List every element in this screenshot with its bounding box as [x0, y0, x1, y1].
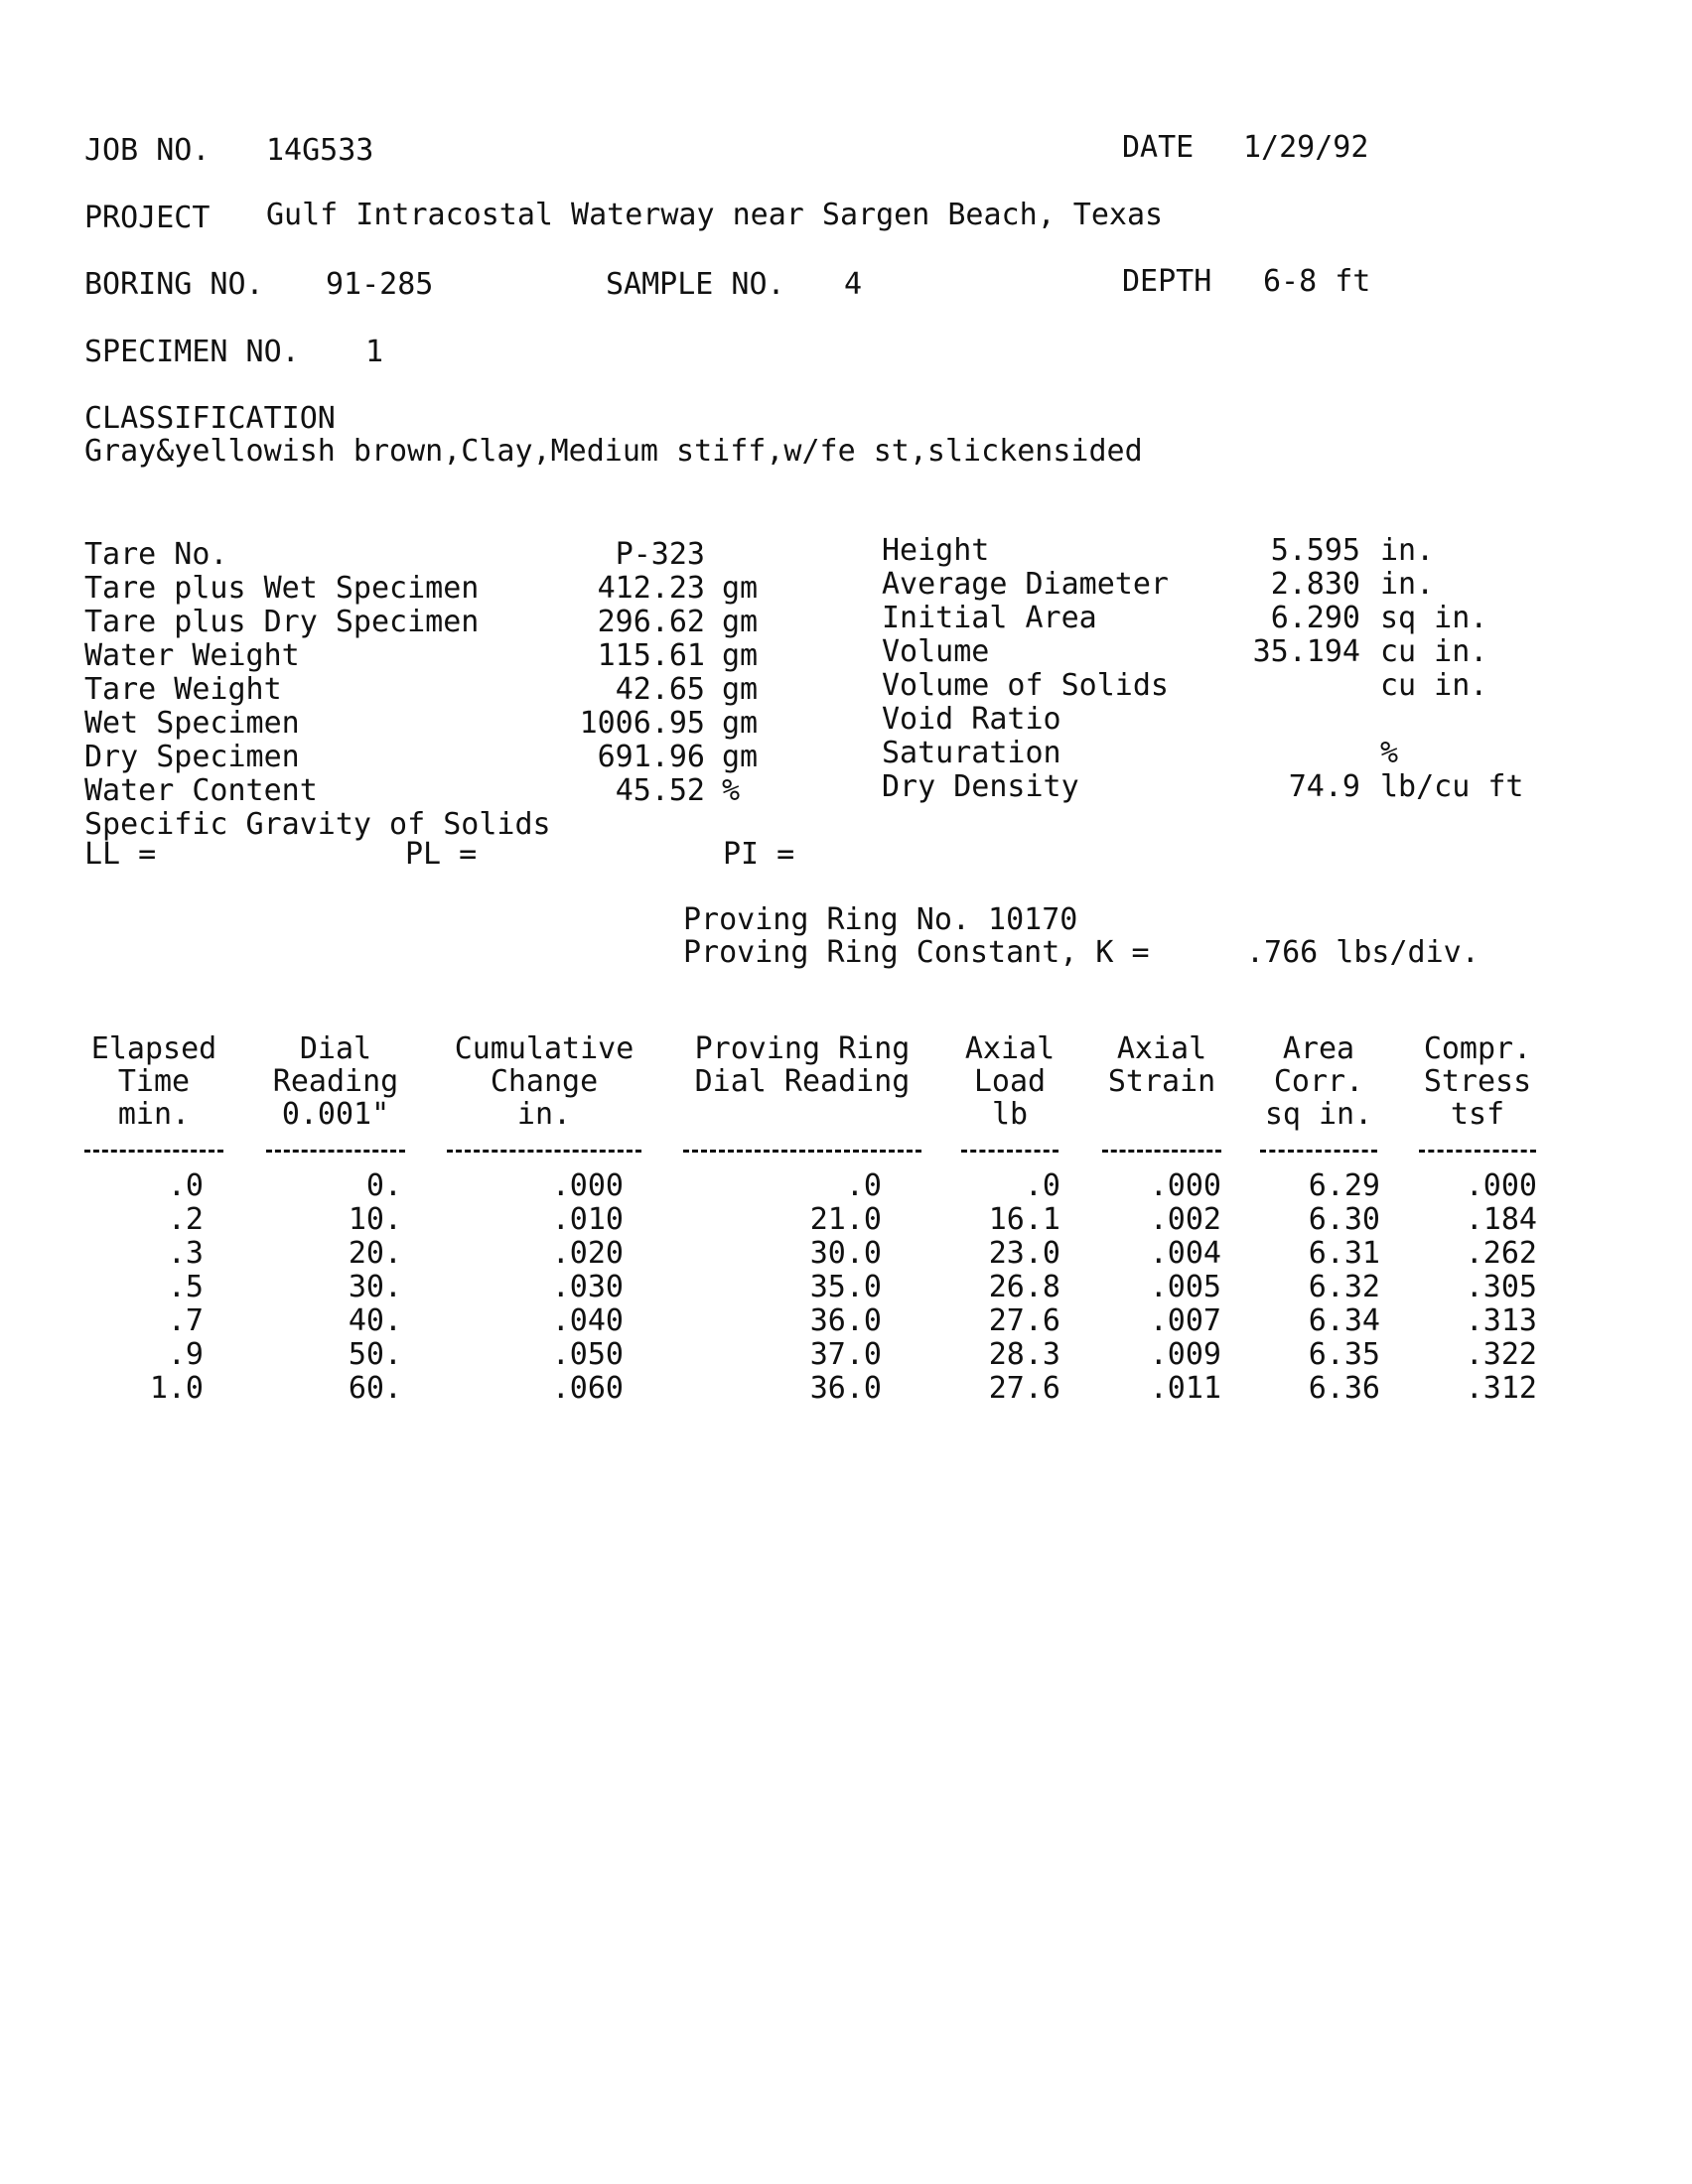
table-cell: .0	[1024, 1168, 1060, 1203]
column-header: Time	[117, 1064, 191, 1099]
property-label: Dry Specimen	[84, 740, 300, 774]
table-cell: 6.36	[1308, 1371, 1380, 1406]
table-cell: .7	[167, 1303, 204, 1338]
table-cell: 6.30	[1308, 1202, 1380, 1237]
table-cell: .000	[1465, 1168, 1537, 1203]
table-cell: .060	[551, 1371, 624, 1406]
table-cell: .000	[551, 1168, 624, 1203]
header-underline	[84, 1150, 223, 1153]
table-cell: .3	[167, 1236, 204, 1271]
plastic-limit: PL =	[405, 837, 478, 872]
date-value: 1/29/92	[1243, 130, 1369, 165]
table-cell: .010	[551, 1202, 624, 1237]
property-value: 296.62	[597, 605, 705, 639]
table-cell: .312	[1465, 1371, 1537, 1406]
table-cell: 36.0	[809, 1303, 882, 1338]
table-cell: .050	[551, 1337, 624, 1372]
table-cell: .262	[1465, 1236, 1537, 1271]
header-underline	[683, 1150, 921, 1153]
table-cell: 21.0	[809, 1202, 882, 1237]
property-label: Water Content	[84, 773, 318, 808]
table-cell: .009	[1149, 1337, 1221, 1372]
proving-ring-constant-value: .766 lbs/div.	[1246, 935, 1480, 970]
table-cell: 36.0	[809, 1371, 882, 1406]
table-cell: 28.3	[988, 1337, 1060, 1372]
specimen-no-value: 1	[365, 335, 384, 369]
column-header: Axial	[1116, 1031, 1207, 1066]
column-header: Compr.	[1423, 1031, 1532, 1066]
property-value: P-323	[615, 537, 705, 572]
table-cell: .322	[1465, 1337, 1537, 1372]
job-no-label: JOB NO.	[84, 133, 211, 168]
header-underline	[961, 1150, 1058, 1153]
classification-value: Gray&yellowish brown,Clay,Medium stiff,w/fe st,slickensided	[84, 434, 1143, 469]
column-header: min.	[117, 1097, 191, 1132]
table-cell: 30.	[348, 1270, 402, 1304]
specimen-no-label: SPECIMEN NO.	[84, 335, 300, 369]
property-value: 42.65	[615, 672, 705, 707]
property-unit: gm	[722, 740, 759, 774]
property-label: Saturation	[882, 736, 1061, 770]
header-underline	[1419, 1150, 1536, 1153]
property-label: Initial Area	[882, 601, 1097, 635]
plasticity-index: PI =	[723, 837, 795, 872]
table-cell: .040	[551, 1303, 624, 1338]
boring-no-label: BORING NO.	[84, 267, 264, 302]
property-unit: in.	[1380, 533, 1435, 568]
table-cell: .002	[1149, 1202, 1221, 1237]
property-unit: sq in.	[1380, 601, 1488, 635]
column-header: Proving Ring	[694, 1031, 911, 1066]
table-cell: 16.1	[988, 1202, 1060, 1237]
table-cell: 35.0	[809, 1270, 882, 1304]
property-label: Tare plus Wet Specimen	[84, 571, 480, 606]
project-label: PROJECT	[84, 201, 211, 235]
table-cell: .007	[1149, 1303, 1221, 1338]
property-unit: cu in.	[1380, 634, 1488, 669]
column-header: Area	[1282, 1031, 1355, 1066]
property-value: 74.9	[1288, 769, 1360, 804]
table-cell: .030	[551, 1270, 624, 1304]
property-label: Tare Weight	[84, 672, 282, 707]
property-unit: gm	[722, 706, 759, 741]
property-unit: gm	[722, 638, 759, 673]
column-header: in.	[516, 1097, 572, 1132]
property-unit: %	[722, 773, 741, 808]
column-header: Dial	[299, 1031, 372, 1066]
column-header: Stress	[1423, 1064, 1532, 1099]
table-cell: 27.6	[988, 1371, 1060, 1406]
table-cell: .9	[167, 1337, 204, 1372]
table-cell: .004	[1149, 1236, 1221, 1271]
table-cell: 50.	[348, 1337, 402, 1372]
table-cell: 27.6	[988, 1303, 1060, 1338]
column-header: Cumulative	[454, 1031, 634, 1066]
property-unit: in.	[1380, 567, 1435, 602]
column-header: Strain	[1107, 1064, 1216, 1099]
table-cell: .184	[1465, 1202, 1537, 1237]
table-cell: .0	[845, 1168, 882, 1203]
date-label: DATE	[1122, 130, 1195, 165]
sample-no-value: 4	[844, 267, 863, 302]
table-cell: 1.0	[149, 1371, 204, 1406]
property-value: 115.61	[597, 638, 705, 673]
column-header: Elapsed	[90, 1031, 217, 1066]
depth-value: 6-8 ft	[1263, 264, 1371, 299]
column-header: sq in.	[1264, 1097, 1373, 1132]
property-unit: gm	[722, 571, 759, 606]
column-header: Reading	[272, 1064, 399, 1099]
column-header: Load	[973, 1064, 1047, 1099]
table-cell: 10.	[348, 1202, 402, 1237]
table-cell: 6.31	[1308, 1236, 1380, 1271]
table-cell: 40.	[348, 1303, 402, 1338]
property-value: 2.830	[1270, 567, 1360, 602]
proving-ring-number: Proving Ring No. 10170	[683, 902, 1078, 937]
table-cell: 60.	[348, 1371, 402, 1406]
table-cell: 6.34	[1308, 1303, 1380, 1338]
property-value: 6.290	[1270, 601, 1360, 635]
table-cell: .2	[167, 1202, 204, 1237]
table-cell: 26.8	[988, 1270, 1060, 1304]
classification-label: CLASSIFICATION	[84, 401, 336, 436]
table-cell: 6.29	[1308, 1168, 1380, 1203]
property-unit: lb/cu ft	[1380, 769, 1524, 804]
table-cell: 23.0	[988, 1236, 1060, 1271]
property-value: 1006.95	[579, 706, 705, 741]
table-cell: .005	[1149, 1270, 1221, 1304]
table-cell: 6.32	[1308, 1270, 1380, 1304]
table-cell: .305	[1465, 1270, 1537, 1304]
property-unit: cu in.	[1380, 668, 1488, 703]
property-label: Tare plus Dry Specimen	[84, 605, 480, 639]
liquid-limit: LL =	[84, 837, 157, 872]
header-underline	[447, 1150, 641, 1153]
property-label: Wet Specimen	[84, 706, 300, 741]
table-cell: .5	[167, 1270, 204, 1304]
table-cell: .011	[1149, 1371, 1221, 1406]
table-cell: .020	[551, 1236, 624, 1271]
header-underline	[266, 1150, 405, 1153]
boring-no-value: 91-285	[326, 267, 434, 302]
header-underline	[1102, 1150, 1221, 1153]
property-value: 5.595	[1270, 533, 1360, 568]
header-underline	[1260, 1150, 1377, 1153]
job-no-value: 14G533	[266, 133, 374, 168]
property-label: Specific Gravity of Solids	[84, 807, 551, 842]
property-label: Average Diameter	[882, 567, 1169, 602]
column-header: Change	[490, 1064, 599, 1099]
project-value: Gulf Intracostal Waterway near Sargen Beach, Texas	[266, 198, 1164, 232]
column-header: tsf	[1450, 1097, 1505, 1132]
table-cell: .000	[1149, 1168, 1221, 1203]
table-cell: 20.	[348, 1236, 402, 1271]
table-cell: 6.35	[1308, 1337, 1380, 1372]
property-label: Void Ratio	[882, 702, 1061, 737]
column-header: lb	[991, 1097, 1029, 1132]
property-label: Tare No.	[84, 537, 228, 572]
proving-ring-constant-label: Proving Ring Constant, K =	[683, 935, 1150, 970]
depth-label: DEPTH	[1122, 264, 1212, 299]
property-label: Volume	[882, 634, 990, 669]
column-header: Corr.	[1273, 1064, 1364, 1099]
property-label: Height	[882, 533, 990, 568]
column-header: Axial	[964, 1031, 1056, 1066]
property-value: 412.23	[597, 571, 705, 606]
property-unit: gm	[722, 672, 759, 707]
property-label: Dry Density	[882, 769, 1079, 804]
table-cell: 30.0	[809, 1236, 882, 1271]
property-value: 691.96	[597, 740, 705, 774]
property-unit: gm	[722, 605, 759, 639]
property-value: 45.52	[615, 773, 705, 808]
property-label: Water Weight	[84, 638, 300, 673]
sample-no-label: SAMPLE NO.	[606, 267, 785, 302]
property-label: Volume of Solids	[882, 668, 1169, 703]
table-cell: .313	[1465, 1303, 1537, 1338]
property-value: 35.194	[1252, 634, 1360, 669]
table-cell: 0.	[365, 1168, 402, 1203]
property-unit: %	[1380, 736, 1399, 770]
column-header: 0.001"	[281, 1097, 390, 1132]
column-header: Dial Reading	[694, 1064, 911, 1099]
table-cell: .0	[167, 1168, 204, 1203]
table-cell: 37.0	[809, 1337, 882, 1372]
